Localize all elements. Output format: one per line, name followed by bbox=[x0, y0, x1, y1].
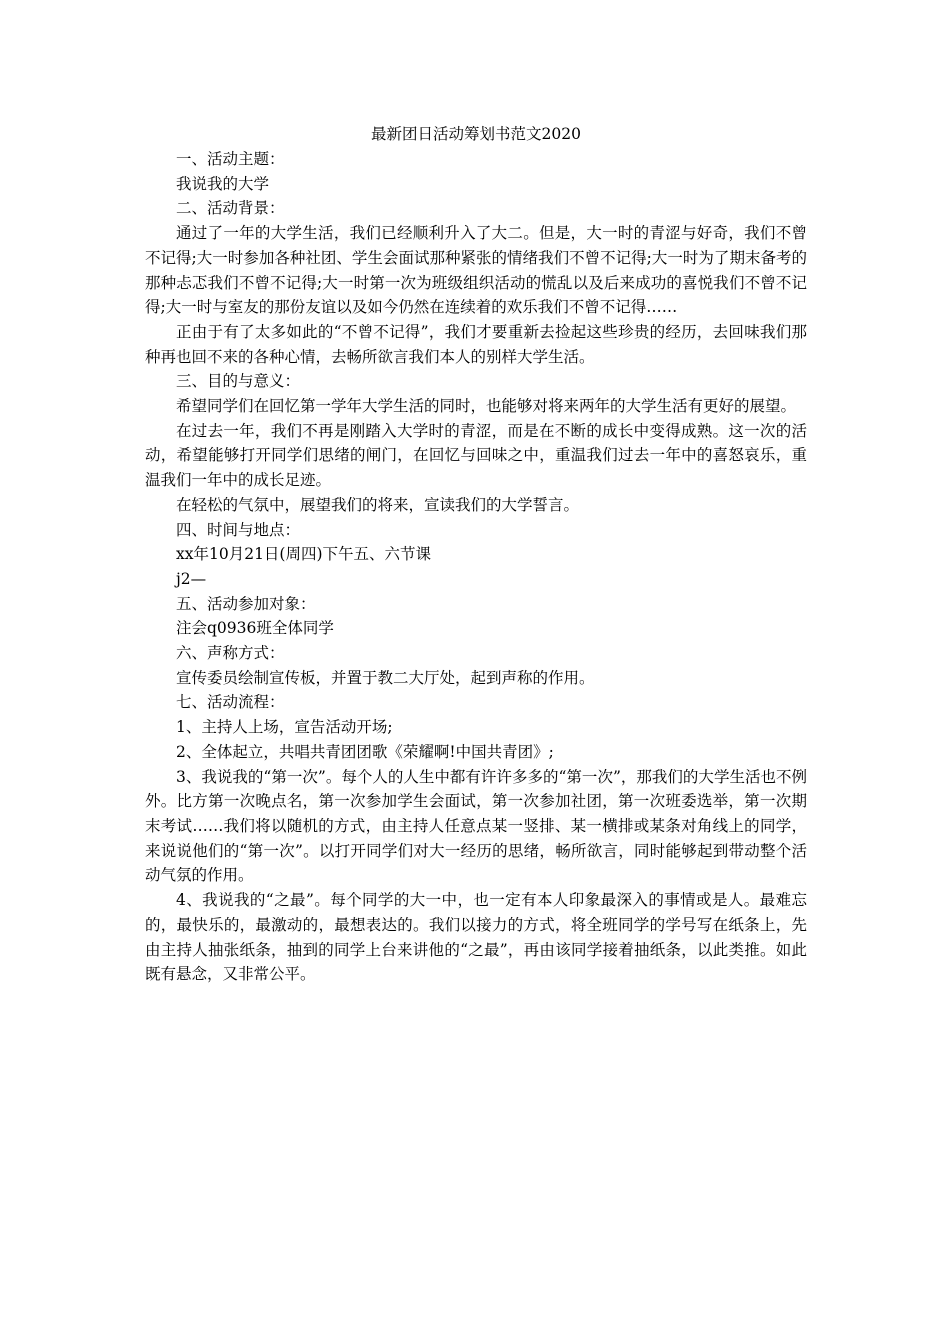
publicity-text: 宣传委员绘制宣传板，并置于教二大厅处，起到声称的作用。 bbox=[176, 668, 595, 687]
process-step-2: 2、全体起立，共唱共青团团歌《荣耀啊!中国共青团》; bbox=[176, 742, 554, 761]
heading-theme: 一、活动主题： bbox=[176, 150, 285, 168]
heading-publicity: 六、声称方式： bbox=[176, 644, 285, 663]
background-paragraph-1: 通过了一年的大学生活，我们已经顺利升入了大二。但是，大一时的青涩与好奇，我们不曾不记得;大一时参加各种社团、学生会面试那种紧张的情绪我们不曾不记得;大一时为了期末备考的那种忐忑我们不曾不记得;大一时第一次为班级组织活动的慌乱以及后来成功的喜悦我们不曾不记得;大一时与室友的那份友谊以及如今仍然在连续着的欢乐我们不曾不记得…… bbox=[145, 224, 807, 317]
process-step-1: 1、主持人上场，宣告活动开场; bbox=[176, 718, 393, 737]
document-page bbox=[145, 122, 807, 987]
theme-text: 我说我的大学 bbox=[176, 174, 270, 193]
place-text: j2— bbox=[176, 569, 207, 588]
time-text: xx年10月21日(周四)下午五、六节课 bbox=[176, 545, 432, 564]
purpose-paragraph-1: 希望同学们在回忆第一学年大学生活的同时，也能够对将来两年的大学生活有更好的展望。 bbox=[176, 397, 797, 416]
participants-text: 注会q0936班全体同学 bbox=[176, 619, 334, 638]
purpose-paragraph-3: 在轻松的气氛中，展望我们的将来，宣读我们的大学誓言。 bbox=[176, 495, 580, 514]
background-paragraph-2: 正由于有了太多如此的“不曾不记得”，我们才要重新去捡起这些珍贵的经历，去回味我们那种再也回不来的各种心情，去畅所欲言我们本人的别样大学生活。 bbox=[145, 322, 807, 366]
process-step-4: 4、我说我的“之最”。每个同学的大一中，也一定有本人印象最深入的事情或是人。最难忘的，最快乐的，最激动的，最想表达的。我们以接力的方式，将全班同学的学号写在纸条上，先由主持人抽张纸条，抽到的同学上台来讲他的“之最”，再由该同学接着抽纸条，以此类推。如此既有悬念，又非常公平。 bbox=[145, 891, 807, 984]
purpose-paragraph-2: 在过去一年，我们不再是刚踏入大学时的青涩，而是在不断的成长中变得成熟。这一次的活动，希望能够打开同学们思绪的闸门，在回忆与回味之中，重温我们过去一年中的喜怒哀乐，重温我们一年中的成长足迹。 bbox=[145, 421, 807, 490]
heading-background: 二、活动背景： bbox=[176, 199, 285, 218]
heading-participants: 五、活动参加对象： bbox=[176, 594, 316, 613]
document-title: 最新团日活动筹划书范文2020 bbox=[371, 125, 581, 143]
heading-process: 七、活动流程： bbox=[176, 693, 285, 712]
heading-time-place: 四、时间与地点： bbox=[176, 520, 301, 539]
heading-purpose: 三、目的与意义： bbox=[176, 372, 301, 391]
process-step-3: 3、我说我的“第一次”。每个人的人生中都有许许多多的“第一次”，那我们的大学生活也不例外。比方第一次晚点名，第一次参加学生会面试，第一次参加社团，第一次班委选举，第一次期末考试……我们将以随机的方式，由主持人任意点某一竖排、某一横排或某条对角线上的同学，来说说他们的“第一次”。以打开同学们对大一经历的思绪，畅所欲言，同时能够起到带动整个活动气氛的作用。 bbox=[145, 767, 807, 885]
